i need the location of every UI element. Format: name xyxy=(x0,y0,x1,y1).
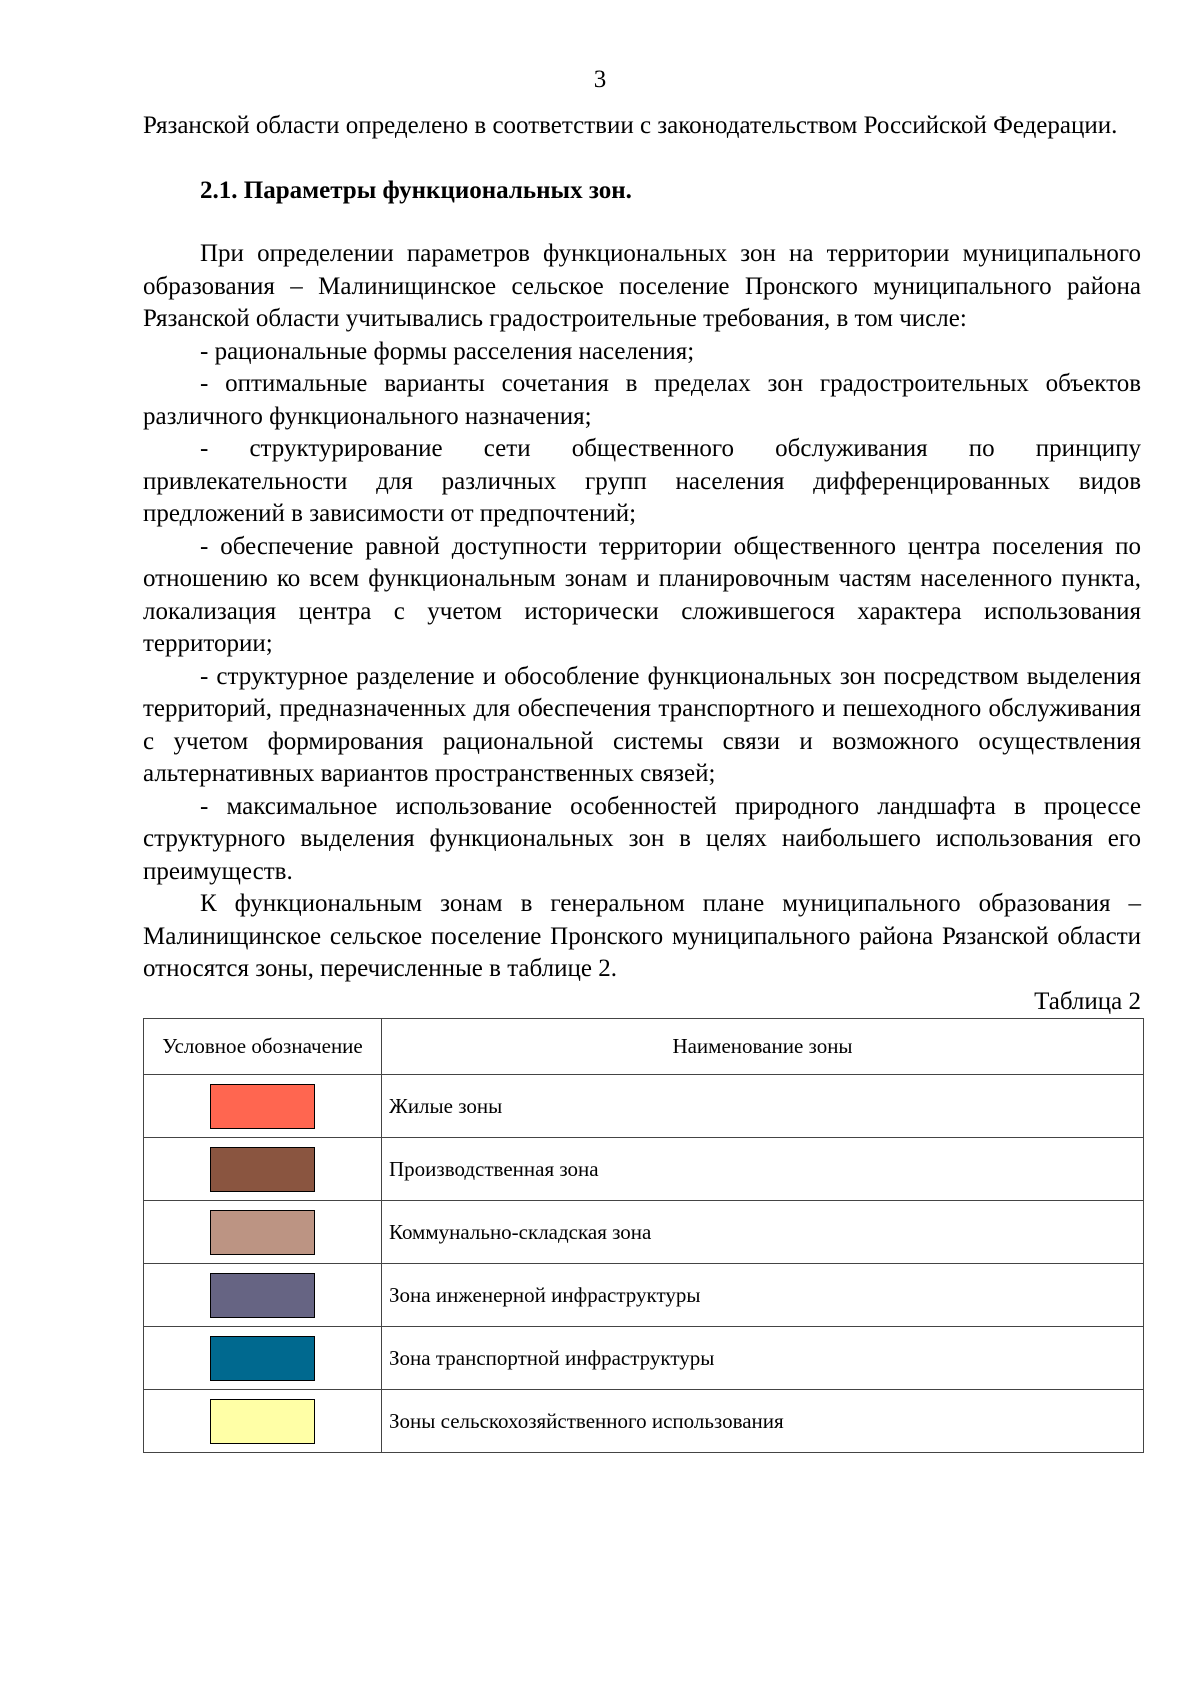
zone-name: Зона транспортной инфраструктуры xyxy=(382,1327,1144,1390)
list-item: - рациональные формы расселения населения; xyxy=(200,337,695,365)
page-number: 3 xyxy=(593,66,607,93)
zone-color-swatch xyxy=(210,1147,315,1192)
zone-color-swatch xyxy=(210,1399,315,1444)
section-heading: 2.1. Параметры функциональных зон. xyxy=(200,176,632,204)
zone-name: Жилые зоны xyxy=(382,1075,1144,1138)
list-item: - структурное разделение и обособление функциональных зон посредством выделения территорий, предназначенных для обеспечения транспортного и пешеходного обслуживания с учетом формирования рациональной системы связи и возможного осуществления альтернативных вариантов пространственных связей; xyxy=(143,662,1141,787)
table-row xyxy=(144,1390,1144,1453)
table-row xyxy=(144,1075,1144,1138)
zone-color-swatch xyxy=(210,1336,315,1381)
table-caption: Таблица 2 xyxy=(1034,987,1141,1015)
table-row xyxy=(144,1201,1144,1264)
zone-color-swatch xyxy=(210,1084,315,1129)
table-row xyxy=(144,1327,1144,1390)
zone-name: Коммунально-складская зона xyxy=(382,1201,1144,1264)
zone-color-swatch xyxy=(210,1210,315,1255)
table-row xyxy=(144,1138,1144,1201)
document-body xyxy=(143,110,1141,1453)
paragraph-continued: Рязанской области определено в соответствии с законодательством Российской Федерации. xyxy=(143,112,1118,139)
zones-table xyxy=(143,1018,1144,1453)
table-row xyxy=(144,1264,1144,1327)
paragraph-intro: При определении параметров функциональных зон на территории муниципального образования – Малинищинское сельское поселение Пронского муниципального района Рязанской области учитывались градостроительные требования, в том числе: xyxy=(143,240,1141,332)
table-header-row xyxy=(144,1019,1144,1075)
list-item: - обеспечение равной доступности территории общественного центра поселения по отношению ко всем функциональным зонам и планировочным частям населенного пункта, локализация центра с учетом исторически сложившегося характера использования территории; xyxy=(143,532,1141,657)
zone-name: Производственная зона xyxy=(382,1138,1144,1201)
paragraph-zones: К функциональным зонам в генеральном плане муниципального образования – Малинищинское сельское поселение Пронского муниципального района Рязанской области относятся зоны, перечисленные в таблице 2. xyxy=(143,890,1141,982)
table-body xyxy=(144,1075,1144,1453)
zone-color-swatch xyxy=(210,1273,315,1318)
zone-name: Зоны сельскохозяйственного использования xyxy=(382,1390,1144,1453)
header-zone-name: Наименование зоны xyxy=(382,1019,1144,1075)
list-item: - оптимальные варианты сочетания в пределах зон градостроительных объектов различного функционального назначения; xyxy=(143,370,1141,430)
list-item: - структурирование сети общественного обслуживания по принципу привлекательности для различных групп населения дифференцированных видов предложений в зависимости от предпочтений; xyxy=(143,435,1141,527)
header-symbol: Условное обозначение xyxy=(144,1019,382,1075)
zone-name: Зона инженерной инфраструктуры xyxy=(382,1264,1144,1327)
list-item: - максимальное использование особенностей природного ландшафта в процессе структурного выделения функциональных зон в целях наибольшего использования его преимуществ. xyxy=(143,792,1141,885)
